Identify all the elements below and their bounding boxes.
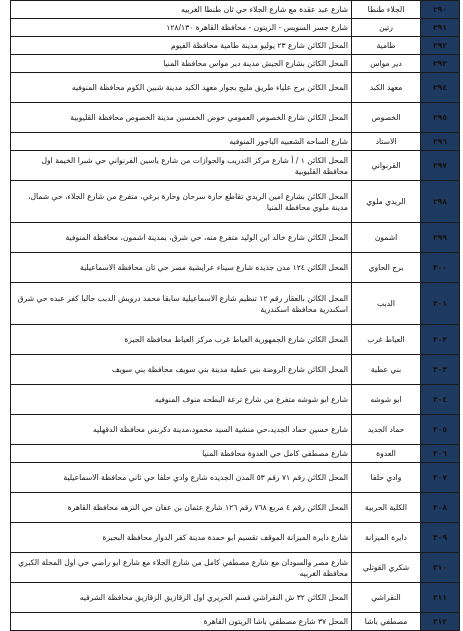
table-row <box>11 463 460 493</box>
table-row <box>11 55 460 73</box>
branch-address: المحل الكائن شارع خالد ابن الوليد متفرع منه، حي شرق، بمدينة اشمون، محافظة المنوفية <box>11 223 352 253</box>
branch-address: المحل الكائن شارع ٢٣ يوليو مدينة طامية محافظة الفيوم <box>11 37 352 55</box>
branch-address: المحل ٣٧ شارع مصطفي باشا الزيتون القاهرة <box>11 613 352 631</box>
table-row <box>11 103 460 133</box>
branch-address: شارع حسين حماد الجديد،حي منشية السيد محمود،مدينة دكرنس محافظة الدقهليه <box>11 415 352 445</box>
row-number: ٢٩٣ <box>421 55 460 73</box>
table-row <box>11 253 460 283</box>
branch-name: الدبب <box>352 283 421 325</box>
branch-address: المحل الكائن ١٢٤ مدن جديده شارع سيناء عرايشية مصر حي ثان محافظة الاسماعيلية <box>11 253 352 283</box>
table-row <box>11 355 460 385</box>
branch-name: دير مواس <box>352 55 421 73</box>
table-row <box>11 445 460 463</box>
branches-table-body <box>11 1 460 631</box>
row-number: ٣١٢ <box>421 613 460 631</box>
branch-address: شارع ابو شوشه متفرع من شارع ترعة البطحه منوف المنوفيه <box>11 385 352 415</box>
branch-name: الريدي ملوي <box>352 181 421 223</box>
branch-address: المحل الكائن شارع الروضة بني عطية مدينة بني سويف محافظة بني سويف <box>11 355 352 385</box>
row-number: ٣٠٥ <box>421 415 460 445</box>
row-number: ٣١٠ <box>421 553 460 583</box>
table-row <box>11 283 460 325</box>
table-row <box>11 415 460 445</box>
branch-name: اشمون <box>352 223 421 253</box>
branch-address: شارع عبد عقدة مع شارع الجلاء حي ثان طنطا الغربيه <box>11 1 352 19</box>
branch-address: المحل الكائن بالعقار رقم ١٢ تنظيم شارع الاسماعيلية سابقا محمد درويش الدبب حاليا كفر عبده حي شرق اسكندرية محافظة اسكندرية <box>11 283 352 325</box>
branch-address: المحل الكائن شارع الجمهورية العياط غرب مركز العياط محافظة الجيزة <box>11 325 352 355</box>
branch-address: المحل الكائن ٣٢ ش النقراشي قسم الحريري اول الزقازيق الزقازيق محافظة الشرقيه <box>11 583 352 613</box>
table-row <box>11 583 460 613</box>
branch-address: شارع مصطفي كامل حي العدوة محافظة المنيا <box>11 445 352 463</box>
row-number: ٣٠٩ <box>421 523 460 553</box>
table-row <box>11 223 460 253</box>
branch-name: معهد الكبد <box>352 73 421 103</box>
branch-address: المحل الكائن ١ / أ شارع مركز التدريب والجوازات من شارع ياسين الفرنواني حي شبرا الخيمة اول محافظة القليوبية <box>11 151 352 181</box>
table-row <box>11 37 460 55</box>
branch-address: شارع الساحه الشعبيه الباجور المنوفيه <box>11 133 352 151</box>
branch-name: دايرة الميزانة <box>352 523 421 553</box>
row-number: ٢٩٥ <box>421 103 460 133</box>
branch-name: برج الحاوي <box>352 253 421 283</box>
branch-address: شارع جسر السويس - الزيتون - محافظة القاهرة ١٢٨/١٣٠ <box>11 19 352 37</box>
table-row <box>11 553 460 583</box>
table-row <box>11 493 460 523</box>
row-number: ٣٠٤ <box>421 385 460 415</box>
branch-name: طامية <box>352 37 421 55</box>
branch-address: المحل الكائن رقم ٧١ رقم ٥٣ المدن الجديده شارع وادي حلفا حي ثاني محافظة الاسماعيلية <box>11 463 352 493</box>
table-row <box>11 613 460 631</box>
table-row <box>11 133 460 151</box>
branch-name: القرنواني <box>352 151 421 181</box>
branch-address: المحل الكائن بشارع امين الريدي تقاطع حارة سرحان وحارة برغي، متفرع من شارع الجلاء، حي شمال، مدينة ملوي محافظة المنيا <box>11 181 352 223</box>
branch-address: المحل الكائن شارع الخصوص العمومي حوض الخمسين مدينة الخصوص محافظة القليوبية <box>11 103 352 133</box>
branch-name: العدوة <box>352 445 421 463</box>
branch-name: بني عطية <box>352 355 421 385</box>
row-number: ٣١١ <box>421 583 460 613</box>
branch-name: ابو شوشه <box>352 385 421 415</box>
branch-name: العياط غرب <box>352 325 421 355</box>
row-number: ٣٠٧ <box>421 463 460 493</box>
branch-name: مصطفي باشا <box>352 613 421 631</box>
table-row <box>11 523 460 553</box>
table-row <box>11 151 460 181</box>
branch-name: وادي حلفا <box>352 463 421 493</box>
table-row <box>11 19 460 37</box>
row-number: ٢٩٢ <box>421 37 460 55</box>
branch-address: المحل الكائن برج علياء طريق مليج بجوار معهد الكبد مدينة شبين الكوم محافظة المنوفيه <box>11 73 352 103</box>
branch-address: شارع دايرة الميزانة الموقف تقسيم ابو حمدة مدينة كفر الدوار محافظة البحيرة <box>11 523 352 553</box>
table-row <box>11 385 460 415</box>
row-number: ٢٩٧ <box>421 151 460 181</box>
row-number: ٢٩٠ <box>421 1 460 19</box>
row-number: ٢٩٦ <box>421 133 460 151</box>
row-number: ٣٠١ <box>421 283 460 325</box>
branch-name: الكلية الحربية <box>352 493 421 523</box>
table-row <box>11 1 460 19</box>
branch-address: شارع مصر والسودان مع شارع مصطفي كامل من شارع الجلاء مع شارع ابو راضي حي اول المحلة الكبري محافظة الغربيه <box>11 553 352 583</box>
row-number: ٣٠٨ <box>421 493 460 523</box>
row-number: ٣٠٢ <box>421 325 460 355</box>
branch-name: النقراشي <box>352 583 421 613</box>
branch-address: المحل الكائن بشارع الجيش مدينة دير مواس محافظة المنيا <box>11 55 352 73</box>
branch-name: الجلاء طنطا <box>352 1 421 19</box>
branch-address: المحل الكائن رقم ٤ مربع ٧٦٨ رقم ١٢٦ شارع عثمان بن عفان حي النزهه محافظة القاهرة <box>11 493 352 523</box>
table-row <box>11 73 460 103</box>
row-number: ٢٩٤ <box>421 73 460 103</box>
row-number: ٢٩١ <box>421 19 460 37</box>
branches-table <box>10 0 460 631</box>
row-number: ٣٠٣ <box>421 355 460 385</box>
row-number: ٢٩٨ <box>421 181 460 223</box>
branch-name: الاستاد <box>352 133 421 151</box>
branch-name: شكري القوتلي <box>352 553 421 583</box>
row-number: ٣٠٦ <box>421 445 460 463</box>
row-number: ٢٩٩ <box>421 223 460 253</box>
table-row <box>11 181 460 223</box>
branch-name: رتين <box>352 19 421 37</box>
branch-name: حماد الجديد <box>352 415 421 445</box>
branch-name: الخصوص <box>352 103 421 133</box>
row-number: ٣٠٠ <box>421 253 460 283</box>
table-row <box>11 325 460 355</box>
